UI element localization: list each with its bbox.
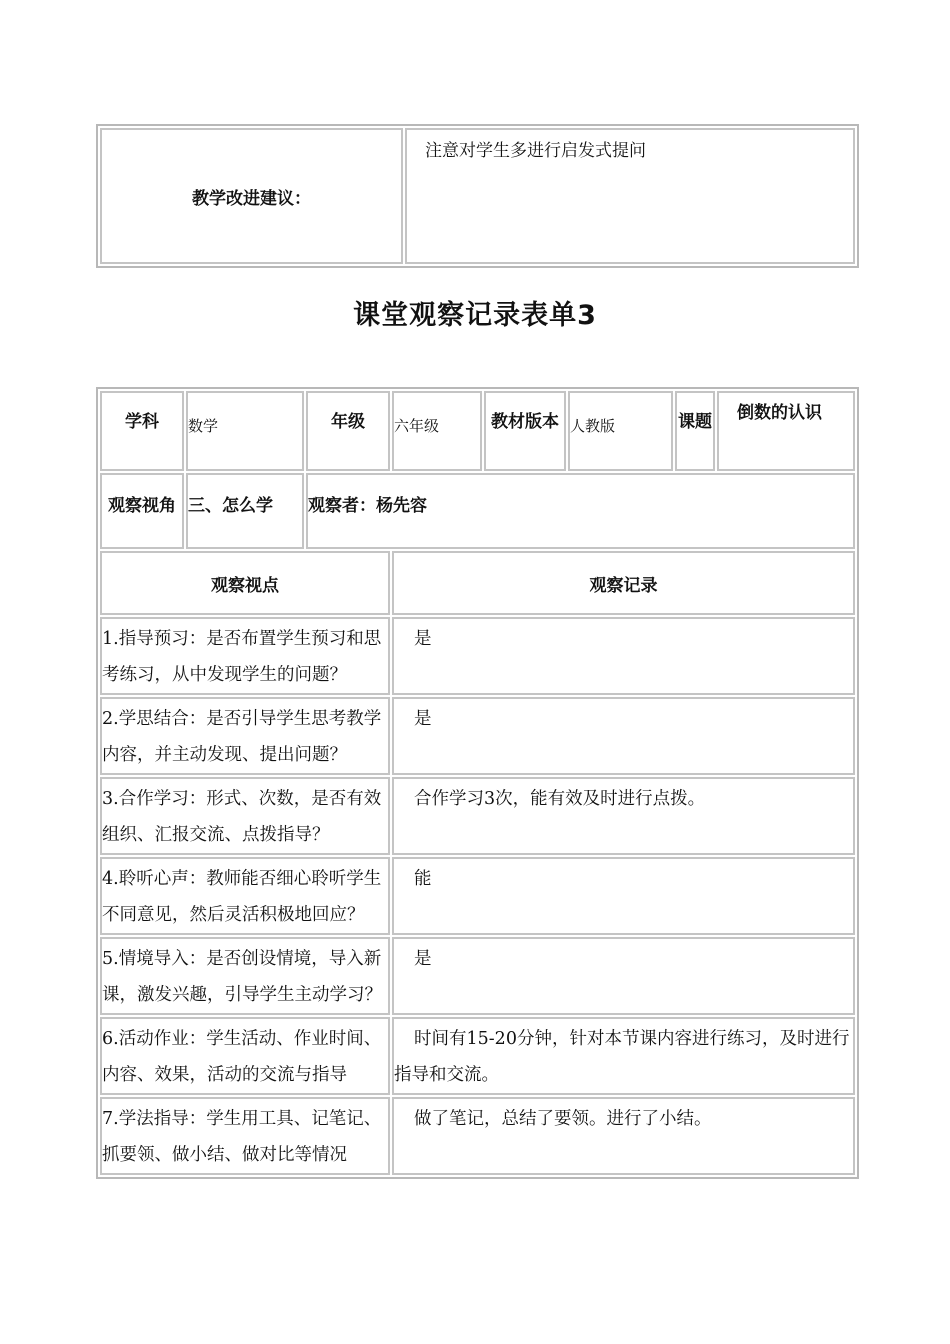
observation-record: 合作学习3次，能有效及时进行点拨。: [392, 777, 855, 855]
improvement-label: 教学改进建议：: [100, 128, 403, 264]
observation-point: 7.学法指导：学生用工具、记笔记、抓要领、做小结、做对比等情况: [100, 1097, 390, 1175]
records-header: 观察记录: [392, 551, 855, 615]
header-row: [100, 551, 855, 615]
observation-point: 4.聆听心声：教师能否细心聆听学生不同意见，然后灵活积极地回应？: [100, 857, 390, 935]
observation-table: [96, 387, 859, 1179]
observation-record: 能: [392, 857, 855, 935]
info-row: [100, 391, 855, 471]
subject-value: 数学: [186, 391, 304, 471]
perspective-label: 观察视角: [100, 473, 184, 549]
observation-record: 是: [392, 697, 855, 775]
observation-point: 5.情境导入：是否创设情境，导入新课，激发兴趣，引导学生主动学习？: [100, 937, 390, 1015]
observation-record: 做了笔记，总结了要领。进行了小结。: [392, 1097, 855, 1175]
observation-record: 时间有15-20分钟，针对本节课内容进行练习，及时进行指导和交流。: [392, 1017, 855, 1095]
table-row: [100, 857, 855, 935]
grade-value: 六年级: [392, 391, 482, 471]
table-row: [100, 697, 855, 775]
improvement-value: 注意对学生多进行启发式提问: [405, 128, 855, 264]
points-header: 观察视点: [100, 551, 390, 615]
improvement-table: [96, 124, 859, 268]
observation-record: 是: [392, 617, 855, 695]
topic-label: 课题: [675, 391, 715, 471]
page-title: 课堂观察记录表单3: [353, 300, 597, 331]
table-row: [100, 1097, 855, 1175]
perspective-value: 三、怎么学: [186, 473, 304, 549]
topic-value: 倒数的认识: [717, 391, 855, 471]
subject-label: 学科: [100, 391, 184, 471]
observation-point: 1.指导预习：是否布置学生预习和思考练习，从中发现学生的问题？: [100, 617, 390, 695]
table-row: [100, 937, 855, 1015]
table-row: [100, 1017, 855, 1095]
observation-point: 2.学思结合：是否引导学生思考教学内容，并主动发现、提出问题？: [100, 697, 390, 775]
edition-value: 人教版: [568, 391, 673, 471]
observation-point: 6.活动作业：学生活动、作业时间、内容、效果，活动的交流与指导: [100, 1017, 390, 1095]
observer: 观察者：杨先容: [306, 473, 855, 549]
perspective-row: [100, 473, 855, 549]
edition-label: 教材版本: [484, 391, 566, 471]
table-row: [100, 617, 855, 695]
observation-point: 3.合作学习：形式、次数，是否有效组织、汇报交流、点拨指导？: [100, 777, 390, 855]
grade-label: 年级: [306, 391, 390, 471]
table-row: [100, 777, 855, 855]
observation-record: 是: [392, 937, 855, 1015]
